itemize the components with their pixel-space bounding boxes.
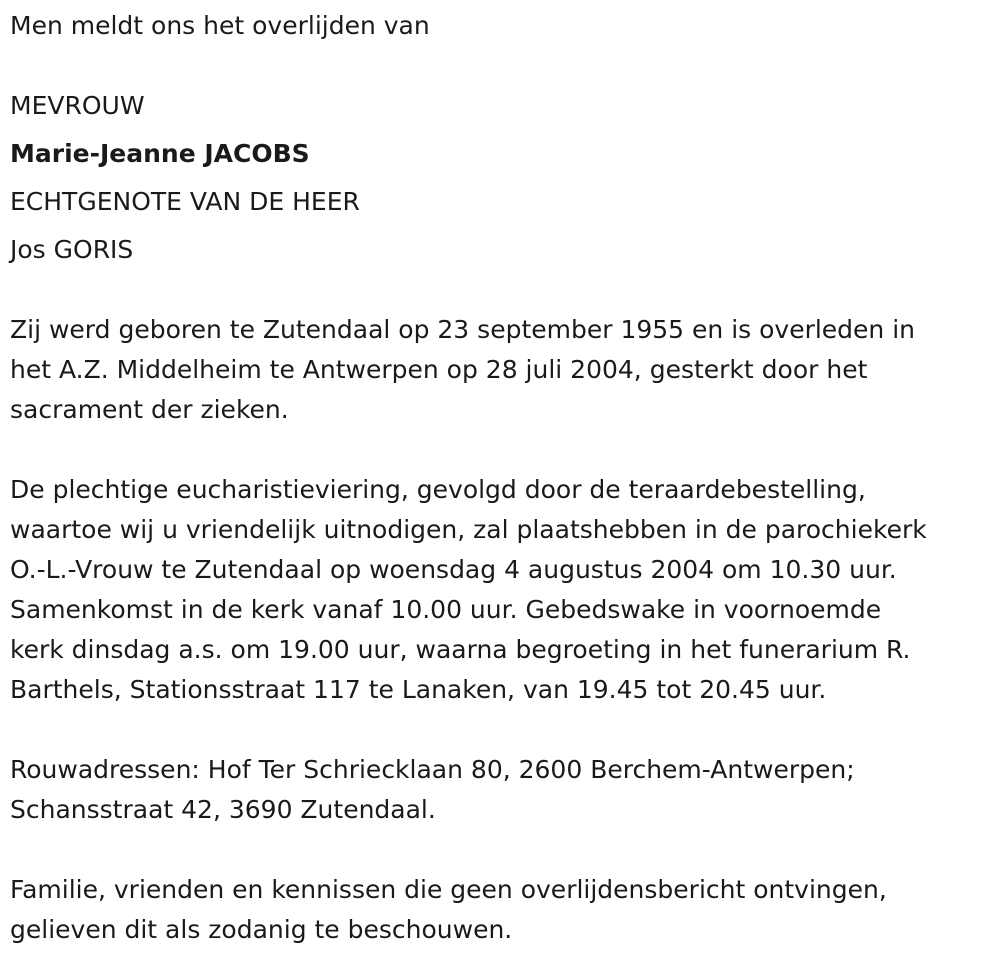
- paragraph-line: kerk dinsdag a.s. om 19.00 uur, waarna begroeting in het funerarium R.: [10, 635, 911, 664]
- paragraph-line: Rouwadressen: Hof Ter Schriecklaan 80, 2600 Berchem-Antwerpen;: [10, 755, 855, 784]
- funeral-paragraph: [10, 470, 995, 710]
- paragraph-line: Barthels, Stationsstraat 117 te Lanaken, van 19.45 tot 20.45 uur.: [10, 675, 827, 704]
- relation-text: ECHTGENOTE VAN DE HEER: [10, 187, 360, 216]
- spouse-name: Jos GORIS: [10, 235, 134, 264]
- closing-paragraph: [10, 870, 995, 950]
- deceased-title: MEVROUW: [10, 91, 145, 120]
- paragraph-line: Zij werd geboren te Zutendaal op 23 september 1955 en is overleden in: [10, 315, 916, 344]
- paragraph-line: O.-L.-Vrouw te Zutendaal op woensdag 4 augustus 2004 om 10.30 uur.: [10, 555, 897, 584]
- paragraph-line: het A.Z. Middelheim te Antwerpen op 28 juli 2004, gesterkt door het: [10, 355, 868, 384]
- paragraph-line: gelieven dit als zodanig te beschouwen.: [10, 915, 513, 944]
- paragraph-line: Schansstraat 42, 3690 Zutendaal.: [10, 795, 436, 824]
- paragraph-line: waartoe wij u vriendelijk uitnodigen, zal plaatshebben in de parochiekerk: [10, 515, 927, 544]
- birth-death-paragraph: [10, 310, 995, 430]
- addresses-paragraph: [10, 750, 995, 830]
- paragraph-line: De plechtige eucharistieviering, gevolgd door de teraardebestelling,: [10, 475, 866, 504]
- paragraph-line: Samenkomst in de kerk vanaf 10.00 uur. Gebedswake in voornoemde: [10, 595, 882, 624]
- deceased-name: Marie-Jeanne JACOBS: [10, 139, 310, 168]
- paragraph-line: Familie, vrienden en kennissen die geen overlijdensbericht ontvingen,: [10, 875, 887, 904]
- paragraph-line: sacrament der zieken.: [10, 395, 289, 424]
- intro-text: Men meldt ons het overlijden van: [10, 11, 430, 40]
